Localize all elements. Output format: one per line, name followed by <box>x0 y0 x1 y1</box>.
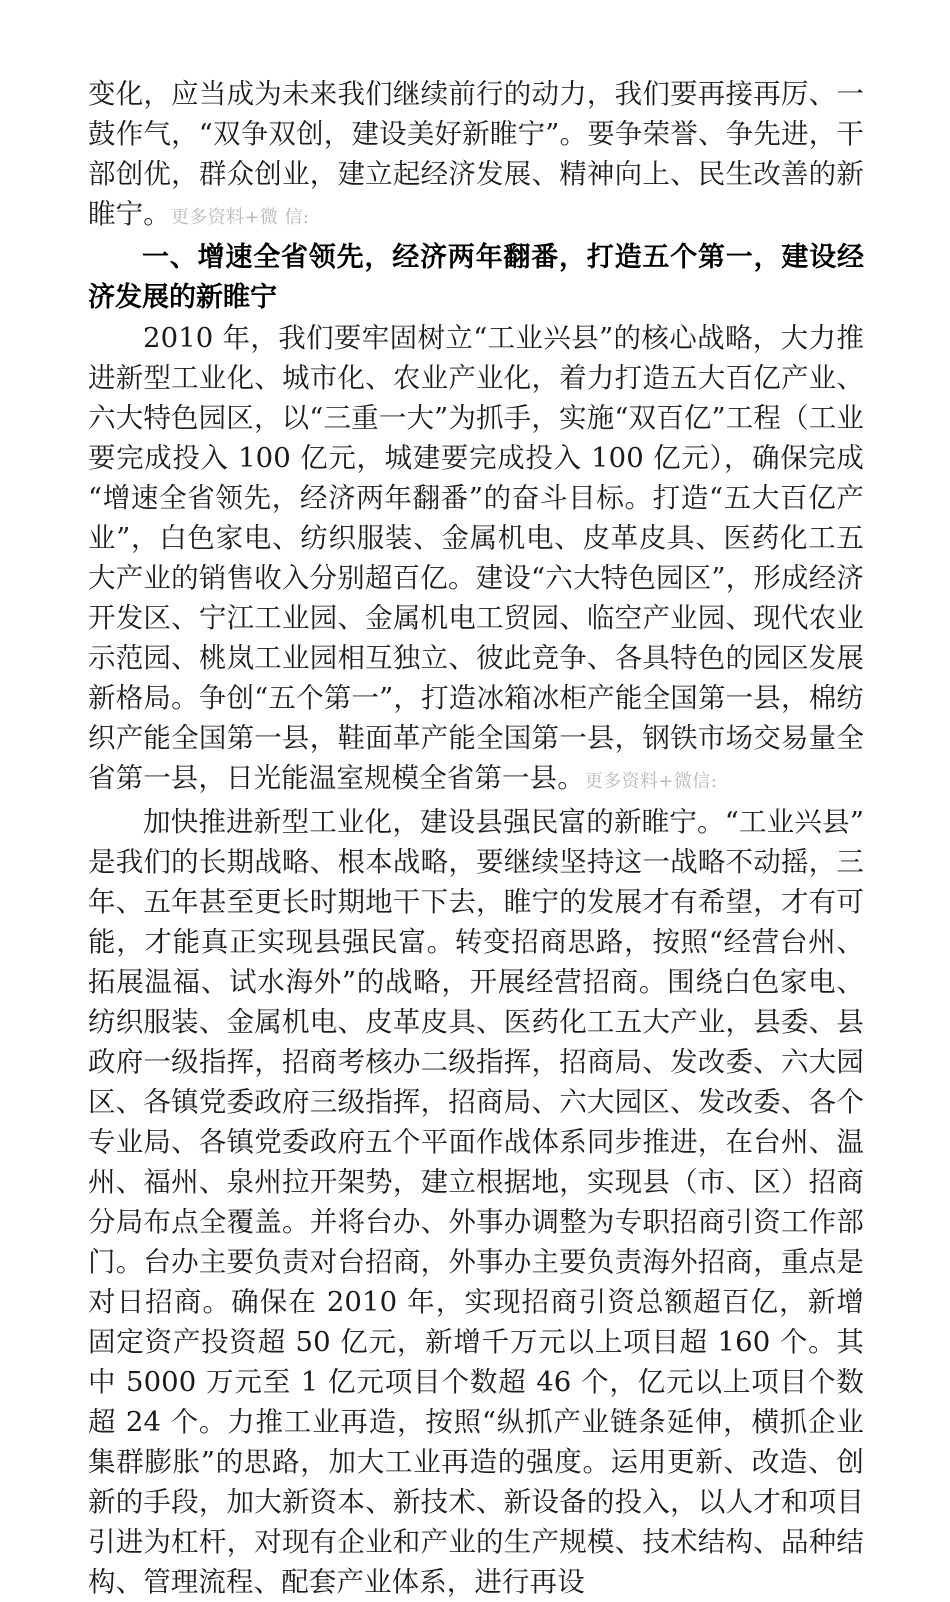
watermark-promo-text-1: 更多资料+微 信: <box>170 207 310 228</box>
paragraph-2010-strategy <box>88 318 864 802</box>
document-text-column <box>88 74 864 1602</box>
paragraph-opening <box>88 74 864 238</box>
paragraph-opening-text: 变化，应当成为未来我们继续前行的动力，我们要再接再厉、一鼓作气，“双争双创，建设美好新睢宁”。要争荣誉、争先进，干部创优，群众创业，建立起经济发展、精神向上、民生改善的新睢宁。 <box>88 78 864 230</box>
paragraph-industrialization: 加快推进新型工业化，建设县强民富的新睢宁。“工业兴县”是我们的长期战略、根本战略，要继续坚持这一战略不动摇，三年、五年甚至更长时期地干下去，睢宁的发展才有希望，才有可能，才能真正实现县强民富。转变招商思路，按照“经营台州、拓展温福、试水海外”的战略，开展经营招商。围绕白色家电、纺织服装、金属机电、皮革皮具、医药化工五大产业，县委、县政府一级指挥，招商考核办二级指挥，招商局、发改委、六大园区、各镇党委政府三级指挥，招商局、六大园区、发改委、各个专业局、各镇党委政府五个平面作战体系同步推进，在台州、温州、福州、泉州拉开架势，建立根据地，实现县（市、区）招商分局布点全覆盖。并将台办、外事办调整为专职招商引资工作部门。台办主要负责对台招商，外事办主要负责海外招商，重点是对日招商。确保在 2010 年，实现招商引资总额超百亿，新增固定资产投资超 50 亿元，新增千万元以上项目超 160 个。其中 5000 万元至 1 亿元项目个数超 46 个，亿元以上项目个数超 24 个。力推工业再造，按照“纵抓产业链条延伸，横抓企业集群膨胀”的思路，加大工业再造的强度。运用更新、改造、创新的手段，加大新资本、新技术、新设备的投入，以人才和项目引进为杠杆，对现有企业和产业的生产规模、技术结构、品种结构、管理流程、配套产业体系，进行再设 <box>88 806 864 1598</box>
watermark-promo-text-2: 更多资料+微信: <box>584 771 718 792</box>
section-heading-one: 一、增速全省领先，经济两年翻番，打造五个第一，建设经济发展的新睢宁 <box>88 242 864 313</box>
paragraph-2010-strategy-text: 2010 年，我们要牢固树立“工业兴县”的核心战略，大力推进新型工业化、城市化、农业产业化，着力打造五大百亿产业、六大特色园区，以“三重一大”为抓手，实施“双百亿”工程（工业要完成投入 100 亿元，城建要完成投入 100 亿元），确保完成“增速全省领先，经济两年翻番”的奋斗目标。打造“五大百亿产业”，白色家电、纺织服装、金属机电、皮革皮具、医药化工五大产业的销售收入分别超百亿。建设“六大特色园区”，形成经济开发区、宁江工业园、金属机电工贸园、临空产业园、现代农业示范园、桃岚工业园相互独立、彼此竞争、各具特色的园区发展新格局。争创“五个第一”，打造冰箱冰柜产能全国第一县，棉纺织产能全国第一县，鞋面革产能全国第一县，钢铁市场交易量全省第一县，日光能温室规模全省第一县。 <box>88 322 864 794</box>
